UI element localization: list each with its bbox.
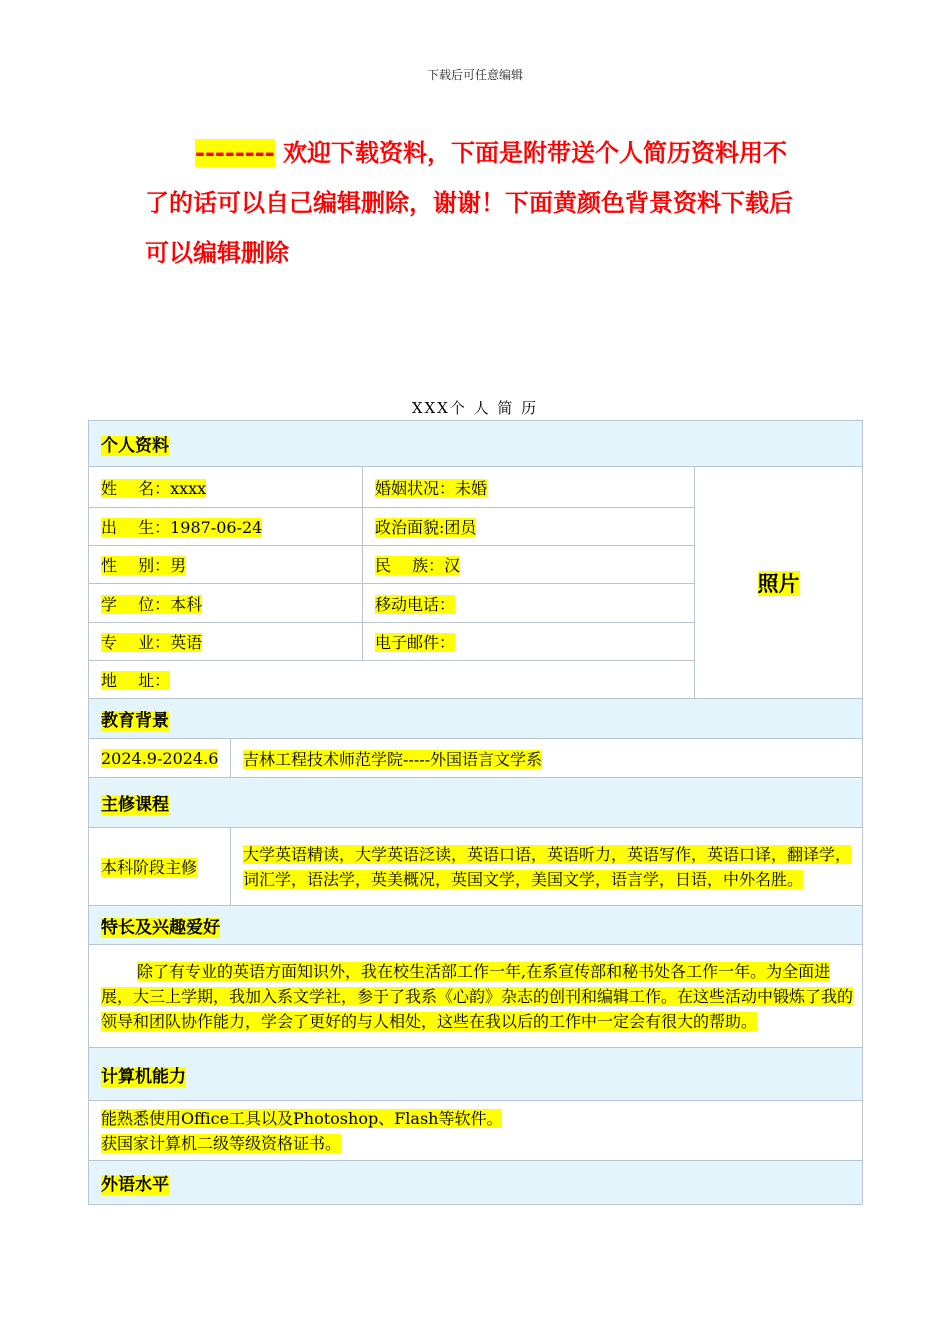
cell-marital xyxy=(363,467,695,508)
section-courses xyxy=(89,778,863,828)
section-education xyxy=(89,699,863,739)
computer-line-2: 获国家计算机二级等级资格证书。 xyxy=(101,1133,342,1153)
field-address: 地 址： xyxy=(101,671,171,690)
resume-table xyxy=(88,420,863,1205)
section-personal xyxy=(89,421,863,467)
field-name: 姓 名：xxxx xyxy=(101,478,207,498)
intro-notice xyxy=(145,128,795,278)
cell-course-label xyxy=(89,828,231,906)
cell-course-content xyxy=(231,828,863,906)
intro-dashes: -------- xyxy=(195,139,275,167)
cell-gender xyxy=(89,546,363,584)
field-degree: 学 位：本科 xyxy=(101,594,203,614)
photo-cell xyxy=(695,467,863,699)
section-computer-title: 计算机能力 xyxy=(101,1066,186,1087)
cell-ethnicity xyxy=(363,546,695,584)
cell-degree xyxy=(89,584,363,623)
section-language xyxy=(89,1161,863,1205)
section-education-title: 教育背景 xyxy=(101,711,169,731)
field-email: 电子邮件： xyxy=(375,633,456,652)
section-courses-title: 主修课程 xyxy=(101,795,169,815)
field-marital: 婚姻状况：未婚 xyxy=(375,478,488,498)
document-title: XXX个 人 简 历 xyxy=(411,399,539,417)
cell-birth xyxy=(89,508,363,546)
section-personal-title: 个人资料 xyxy=(101,436,169,456)
section-hobbies-title: 特长及兴趣爱好 xyxy=(101,917,220,938)
cell-major xyxy=(89,623,363,661)
hobbies-content: 除了有专业的英语方面知识外，我在校生活部工作一年,在系宣传部和秘书处各工作一年。为全面进展，大三上学期，我加入系文学社，参于了我系《心韵》杂志的创刊和编辑工作。在这些活动中锻炼了我的领导和团队协作能力，学会了更好的与人相处，这些在我以后的工作中一定会有很大的帮助。 xyxy=(101,961,854,1031)
course-label: 本科阶段主修 xyxy=(101,858,198,877)
cell-name xyxy=(89,467,363,508)
intro-text: 欢迎下载资料，下面是附带送个人简历资料用不了的话可以自己编辑删除，谢谢！下面黄颜色背景资料下载后可以编辑删除 xyxy=(145,139,793,267)
field-birth: 出 生：1987-06-24 xyxy=(101,518,263,537)
computer-line-1: 能熟悉使用Office工具以及Photoshop、Flash等软件。 xyxy=(101,1108,503,1128)
photo-placeholder: 照片 xyxy=(757,570,800,596)
field-major: 专 业：英语 xyxy=(101,633,203,652)
cell-edu-period xyxy=(89,739,231,778)
section-computer xyxy=(89,1048,863,1101)
field-mobile: 移动电话： xyxy=(375,594,456,614)
field-ethnicity: 民 族：汉 xyxy=(375,556,461,575)
section-hobbies xyxy=(89,906,863,945)
cell-edu-school xyxy=(231,739,863,778)
edu-period: 2024.9-2024.6 xyxy=(101,748,219,768)
cell-email xyxy=(363,623,695,661)
cell-computer-content xyxy=(89,1101,863,1161)
field-political: 政治面貌:团员 xyxy=(375,518,477,537)
cell-mobile xyxy=(363,584,695,623)
cell-hobbies-content xyxy=(89,945,863,1048)
field-gender: 性 别：男 xyxy=(101,556,187,575)
course-content: 大学英语精读，大学英语泛读，英语口语，英语听力，英语写作，英语口译，翻译学，词汇学，语法学，英美概况，英国文学，美国文学，语言学，日语，中外名胜。 xyxy=(243,844,852,889)
cell-address xyxy=(89,661,695,699)
edu-school: 吉林工程技术师范学院-----外国语言文学系 xyxy=(243,749,543,769)
page-header-note: 下载后可任意编辑 xyxy=(426,68,523,82)
cell-political xyxy=(363,508,695,546)
section-language-title: 外语水平 xyxy=(101,1175,169,1195)
